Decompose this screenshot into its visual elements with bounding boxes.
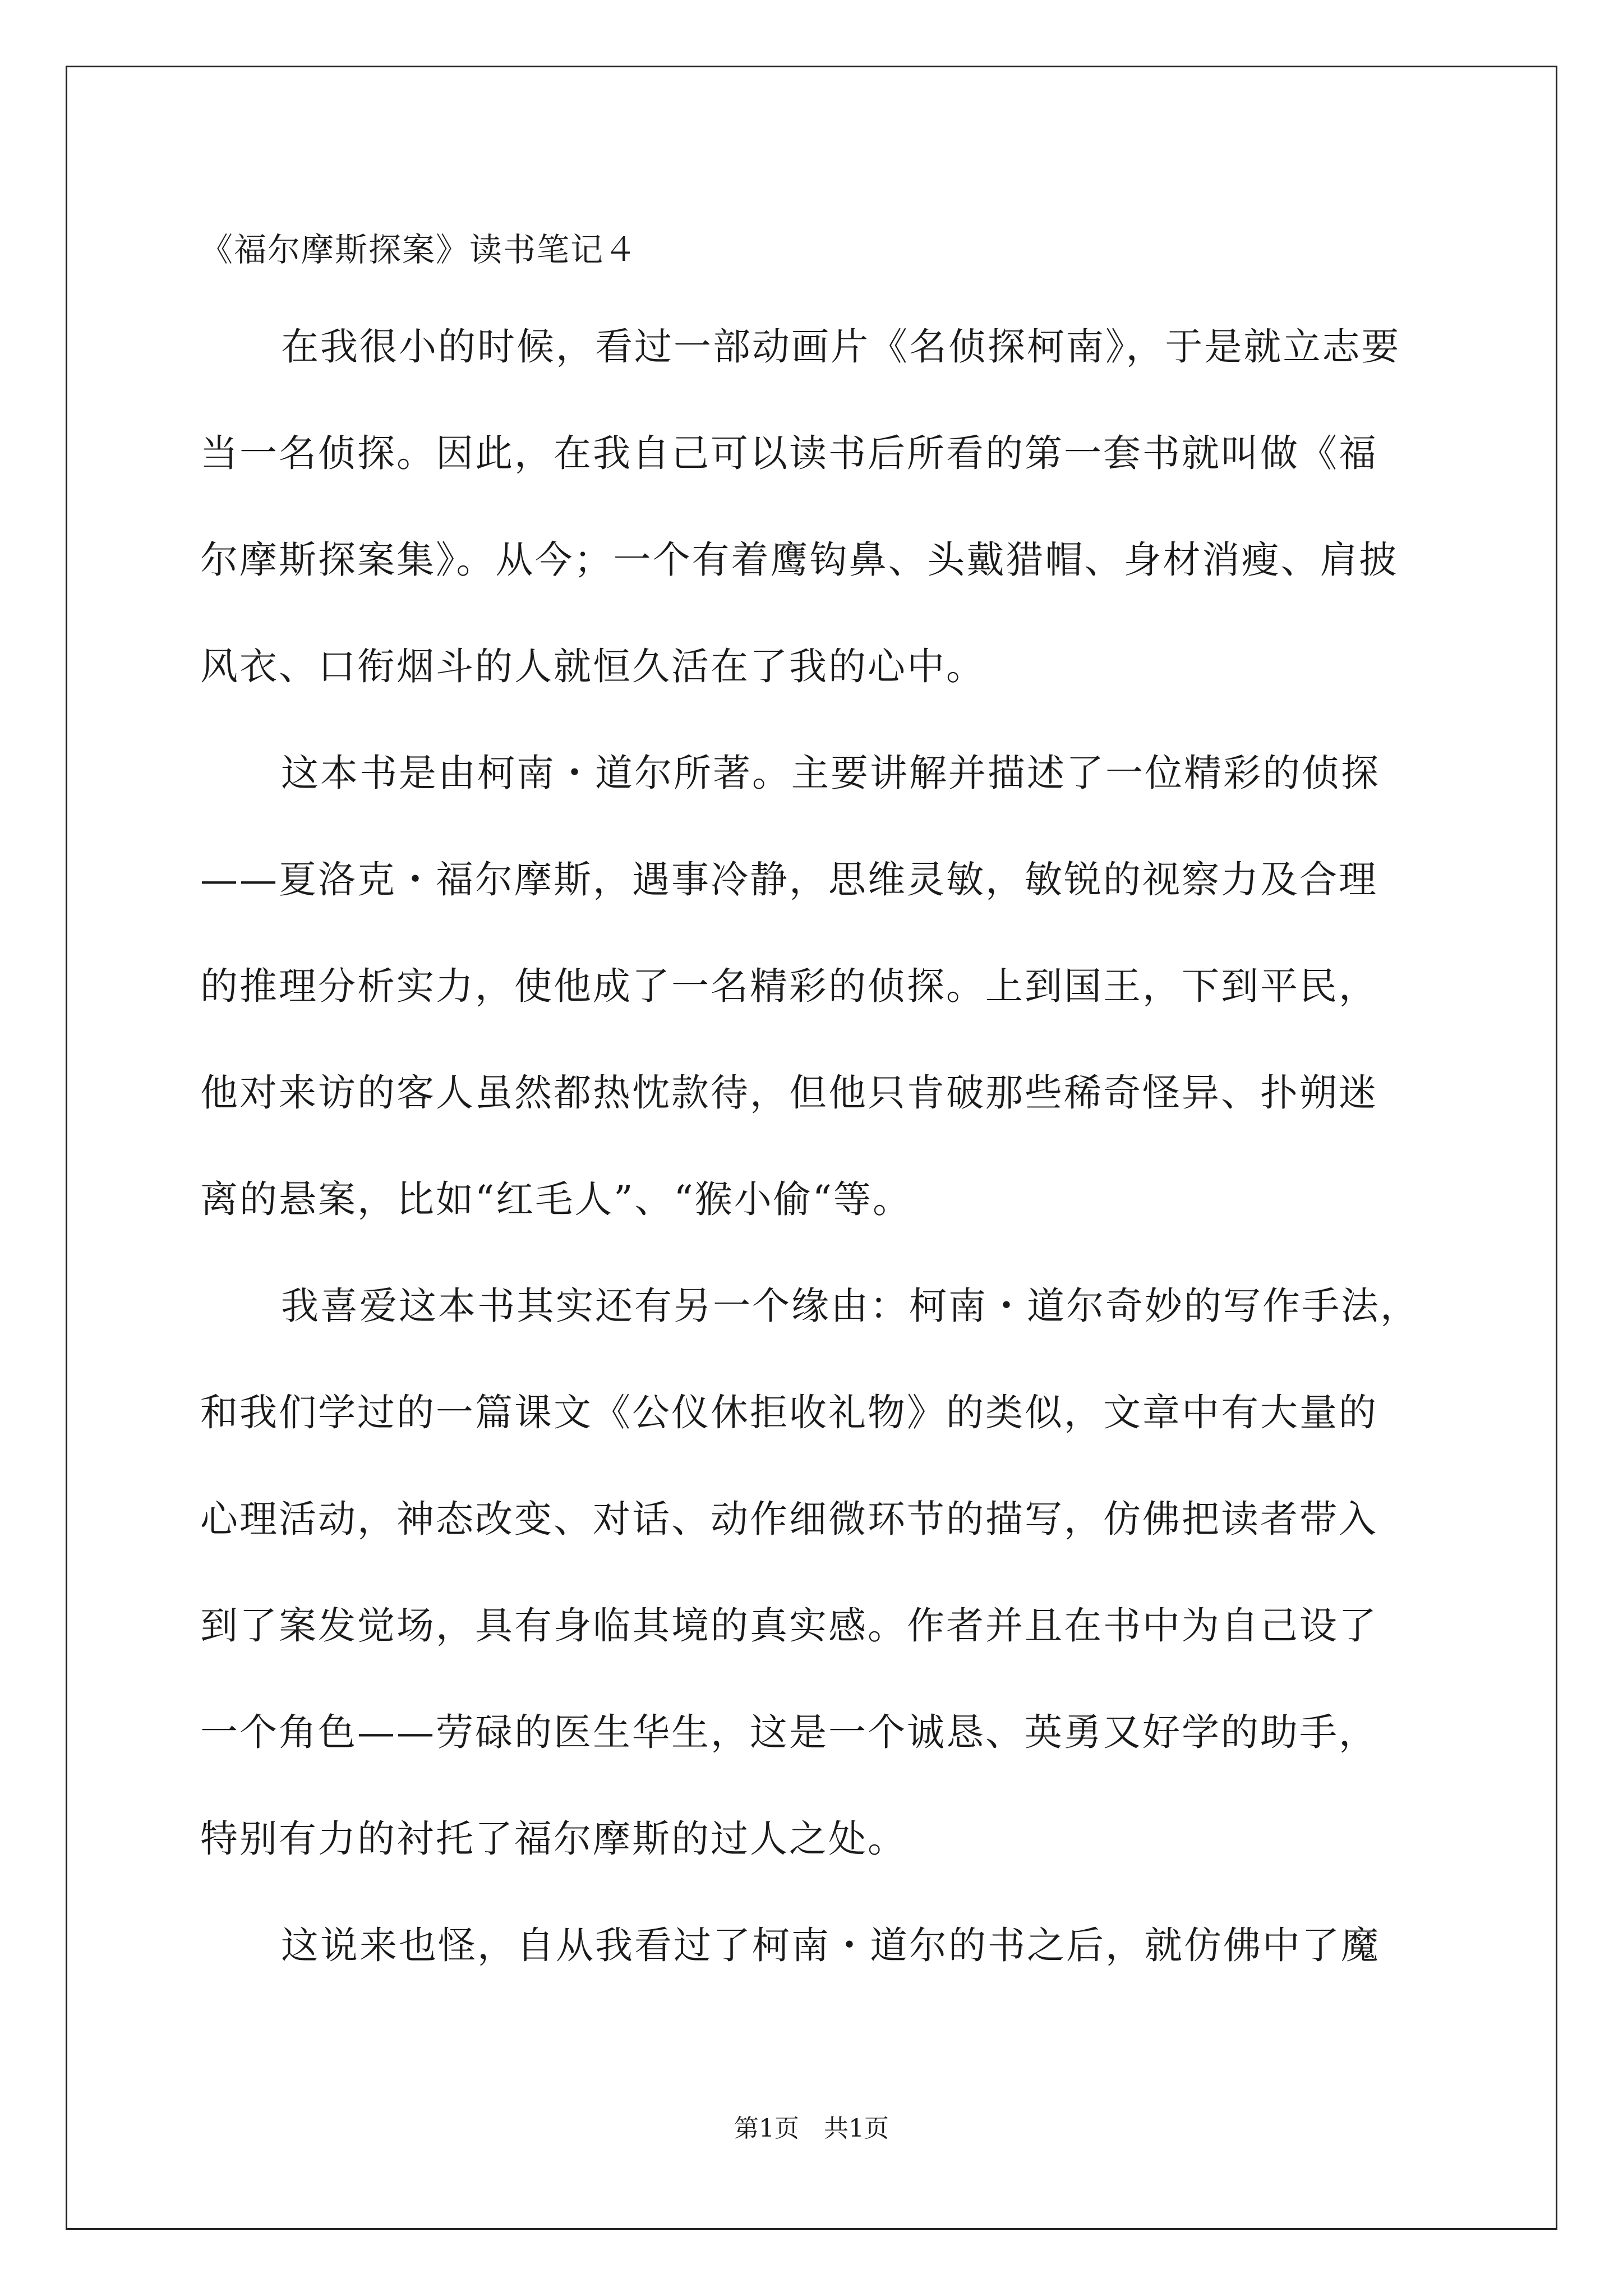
paragraph-line: 一个角色——劳碌的医生华生，这是一个诚恳、英勇又好学的助手， [200, 1710, 1378, 1754]
paragraph-line: 特别有力的衬托了福尔摩斯的过人之处。 [200, 1817, 907, 1861]
paragraph-line: 这本书是由柯南・道尔所著。主要讲解并描述了一位精彩的侦探 [281, 751, 1380, 795]
paragraph-line: 的推理分析实力，使他成了一名精彩的侦探。上到国王，下到平民， [200, 964, 1378, 1008]
paragraph-line: 到了案发觉场，具有身临其境的真实感。作者并且在书中为自己设了 [200, 1604, 1378, 1648]
paragraph-line: 这说来也怪，自从我看过了柯南・道尔的书之后，就仿佛中了魔 [281, 1924, 1380, 1967]
paragraph-line: 尔摩斯探案集》。从今；一个有着鹰钩鼻、头戴猎帽、身材消瘦、肩披 [200, 538, 1399, 582]
paragraph-line: 离的悬案，比如“红毛人”、“猴小偷“等。 [200, 1177, 912, 1221]
paragraph-line: 他对来访的客人虽然都热忱款待，但他只肯破那些稀奇怪异、扑朔迷 [200, 1071, 1378, 1115]
paragraph-line: ——夏洛克・福尔摩斯，遇事冷静，思维灵敏，敏锐的视察力及合理 [200, 858, 1378, 901]
paragraph-line: 我喜爱这本书其实还有另一个缘由：柯南・道尔奇妙的写作手法， [281, 1284, 1419, 1328]
paragraph-line: 当一名侦探。因此，在我自己可以读书后所看的第一套书就叫做《福 [200, 431, 1378, 475]
paragraph-line: 和我们学过的一篇课文《公仪休拒收礼物》的类似，文章中有大量的 [200, 1391, 1378, 1434]
page-number-footer: 第1页 共1页 [734, 2114, 889, 2143]
paragraph-line: 在我很小的时候，看过一部动画片《名侦探柯南》，于是就立志要 [281, 325, 1401, 369]
paragraph-line: 心理活动，神态改变、对话、动作细微环节的描写，仿佛把读者带入 [200, 1497, 1378, 1541]
paragraph-line: 风衣、口衔烟斗的人就恒久活在了我的心中。 [200, 645, 985, 688]
document-body [200, 319, 1423, 2024]
document-title: 《福尔摩斯探案》读书笔记４ [200, 231, 638, 269]
